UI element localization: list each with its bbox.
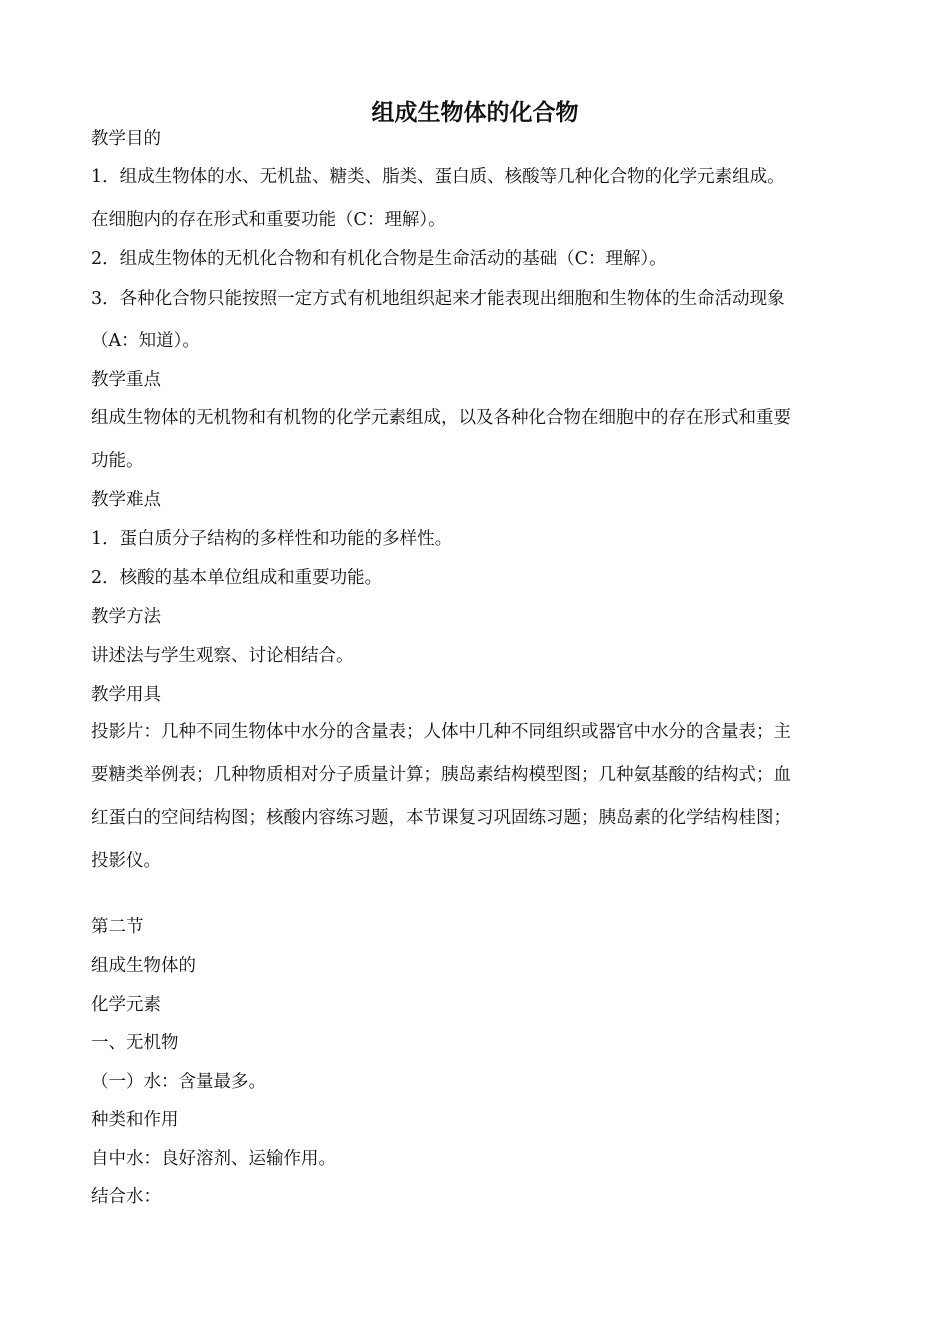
- subsection-inorganic: 一、无机物: [91, 1033, 179, 1053]
- teaching-aids-line-4: 投影仪。: [91, 851, 161, 871]
- bound-water: 结合水：: [91, 1187, 161, 1207]
- heading-difficulties: 教学难点: [91, 490, 161, 510]
- free-water: 自中水：良好溶剂、运输作用。: [91, 1149, 336, 1169]
- document-title: 组成生物体的化合物: [371, 100, 579, 126]
- objective-3-line-2: （A：知道）。: [91, 331, 200, 351]
- teaching-aids-line-3: 红蛋白的空间结构图；核酸内容练习题，本节课复习巩固练习题；胰岛素的化学结构桂图；: [91, 808, 791, 828]
- heading-teaching-objectives: 教学目的: [91, 129, 161, 149]
- heading-teaching-aids: 教学用具: [91, 685, 161, 705]
- section-title-line-2: 化学元素: [91, 995, 161, 1015]
- difficulty-2: 2．核酸的基本单位组成和重要功能。: [91, 568, 383, 588]
- section-title-line-1: 组成生物体的: [91, 956, 196, 976]
- section-label: 第二节: [91, 917, 144, 937]
- heading-methods: 教学方法: [91, 607, 161, 627]
- teaching-aids-line-2: 要糖类举例表；几种物质相对分子质量计算；胰岛素结构模型图；几种氨基酸的结构式；血: [91, 765, 791, 785]
- objective-3-line-1: 3．各种化合物只能按照一定方式有机地组织起来才能表现出细胞和生物体的生命活动现象: [91, 289, 785, 309]
- key-points-line-2: 功能。: [91, 451, 144, 471]
- types-and-functions: 种类和作用: [91, 1110, 179, 1130]
- key-points-line-1: 组成生物体的无机物和有机物的化学元素组成，以及各种化合物在细胞中的存在形式和重要: [91, 408, 791, 428]
- objective-1-line-1: 1．组成生物体的水、无机盐、糖类、脂类、蛋白质、核酸等几种化合物的化学元素组成。: [91, 167, 785, 187]
- objective-1-line-2: 在细胞内的存在形式和重要功能（C：理解）。: [91, 210, 446, 230]
- methods-text: 讲述法与学生观察、讨论相结合。: [91, 646, 354, 666]
- teaching-aids-line-1: 投影片：几种不同生物体中水分的含量表；人体中几种不同组织或器官中水分的含量表；主: [91, 722, 791, 742]
- heading-key-points: 教学重点: [91, 370, 161, 390]
- water-heading: （一）水：含量最多。: [91, 1072, 266, 1092]
- objective-2: 2．组成生物体的无机化合物和有机化合物是生命活动的基础（C：理解）。: [91, 249, 667, 269]
- difficulty-1: 1．蛋白质分子结构的多样性和功能的多样性。: [91, 529, 453, 549]
